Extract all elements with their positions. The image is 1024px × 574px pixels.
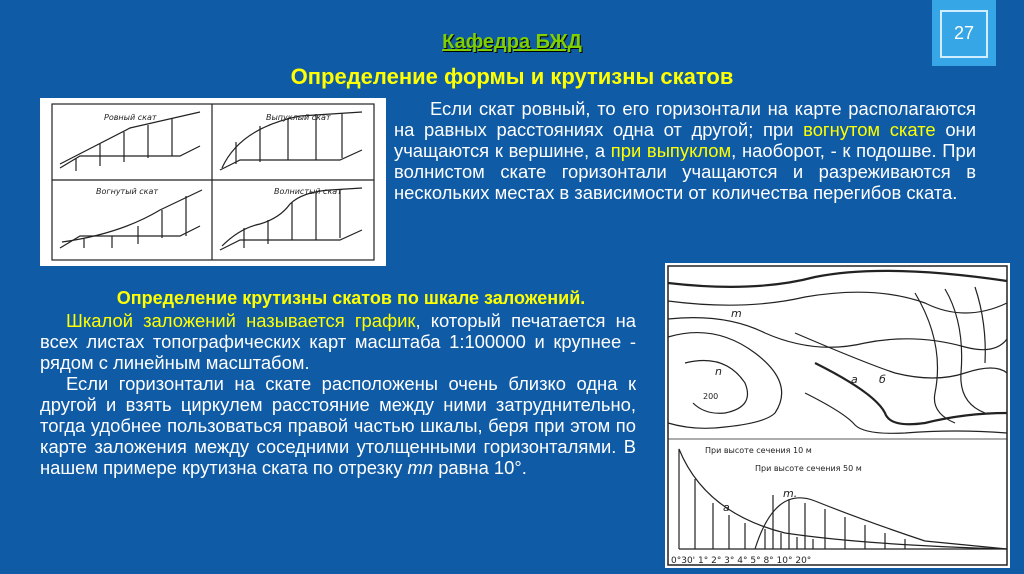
slope-types-figure [40, 98, 386, 266]
section-subtitle: Определение крутизны скатов по шкале заложений. [116, 288, 586, 308]
scale-description [40, 310, 636, 478]
map-label-m: m [731, 307, 742, 320]
map-label-b: б [879, 373, 886, 386]
label-concave-slope: Вогнутый скат [96, 187, 159, 196]
contour-map-figure [665, 263, 1010, 568]
label-convex-slope: Выпуклый скат [266, 113, 331, 122]
scale-definition-text: , который печатается на всех листах топографических карт масштаба 1:100000 и крупнее - рядом с линейным масштабом. [40, 310, 636, 373]
scale-label-a: a [723, 501, 730, 514]
scale-label-m: m. [783, 487, 798, 500]
scale-usage-text-2: равна 10°. [433, 457, 527, 478]
department-title: Кафедра БЖД [442, 31, 582, 53]
segment-mn-label: mn [407, 457, 434, 478]
map-label-200: 200 [703, 392, 719, 401]
slide-number: 27 [953, 23, 975, 43]
scale-caption-10m: При высоте сечения 10 м [705, 446, 812, 455]
scale-caption-50m: При высоте сечения 50 м [755, 464, 862, 473]
paragraph1-text-3: , наоборот, - к подошве. При волнистом скате горизонтали учащаются и разреживаются в нескольких местах в зависимости от количества перегибов ската. [394, 140, 976, 203]
label-wavy-slope: Волнистый скат [274, 187, 342, 196]
paragraph1-text-2: они учащаются к вершине, а [394, 119, 976, 161]
scale-tick-labels: 0°30' 1° 2° 3° 4° 5° 8° 10° 20° [671, 556, 812, 566]
scale-definition-highlight: Шкалой заложений называется график [66, 310, 416, 331]
paragraph1-highlight-convex: при выпуклом [610, 140, 732, 161]
paragraph1-highlight-concave: вогнутом скате [803, 119, 936, 140]
scale-usage-text-1: Если горизонтали на скате расположены очень близко одна к другой и взять циркулем расстояние между ними затруднительно, тогда удобнее пользоваться правой частью шкалы, беря при этом по карте заложения между соседними утолщенными горизонталями. В нашем примере крутизна ската по отрезку [40, 373, 636, 478]
label-straight-slope: Ровный скат [104, 113, 157, 122]
slope-shape-paragraph [394, 98, 976, 203]
page-title: Определение формы и крутизны скатов [290, 64, 734, 89]
paragraph1-text-1: Если скат ровный, то его горизонтали на карте располагаются на равных расстояниях одна от другой; при [394, 98, 976, 140]
scale-definition-paragraph [40, 310, 636, 373]
map-label-n: n [715, 365, 722, 378]
scale-usage-paragraph [40, 373, 636, 478]
map-label-a: a [851, 373, 858, 386]
